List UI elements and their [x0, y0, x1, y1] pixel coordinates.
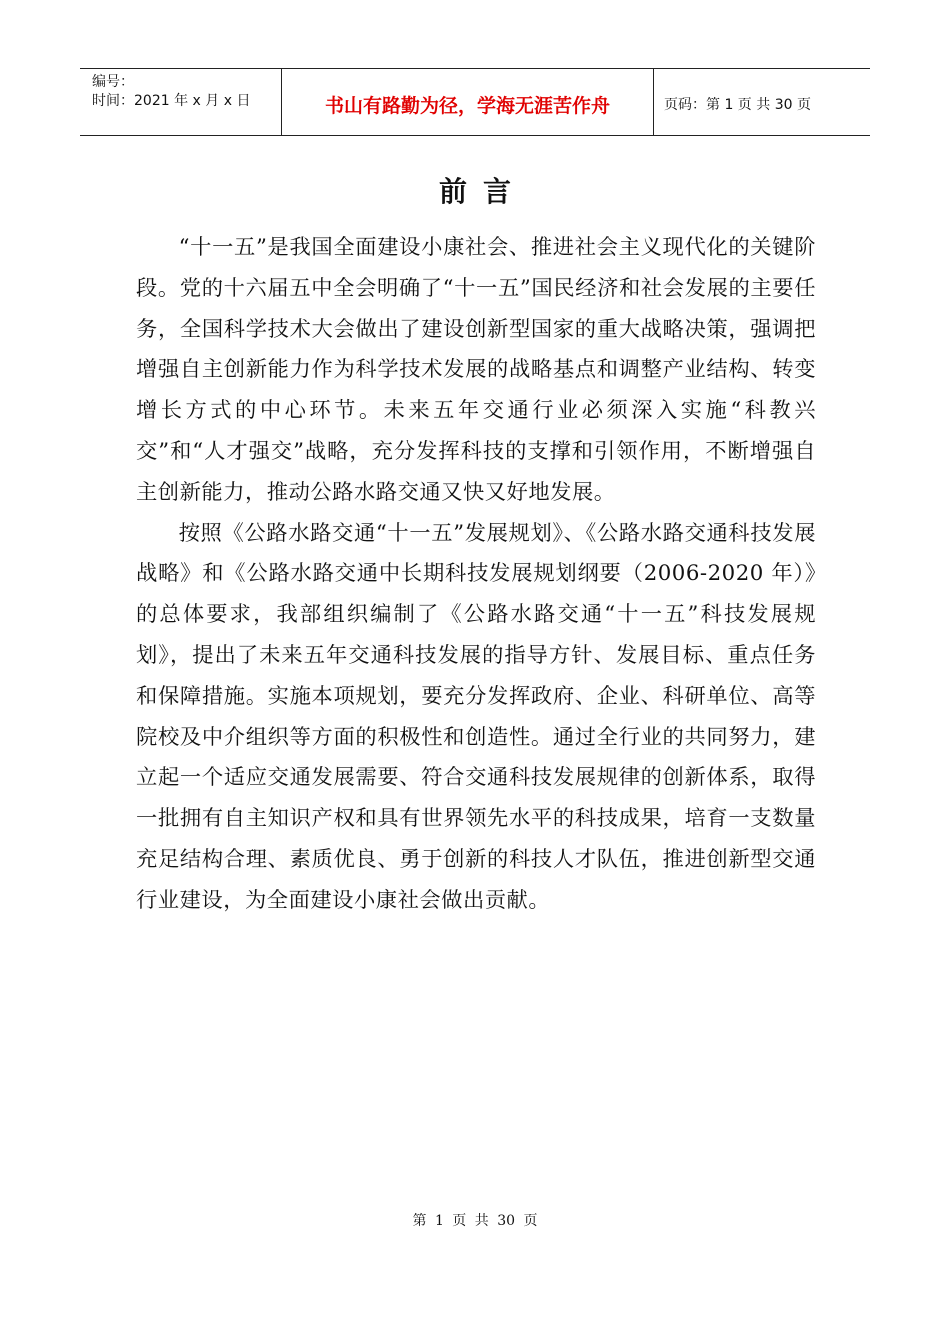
document-title: 前言: [438, 175, 527, 208]
header-page-info: 页码：第 1 页 共 30 页: [664, 97, 811, 113]
document-date: 时间：2021 年 x 月 x 日: [92, 93, 251, 109]
paragraph-1: “十一五”是我国全面建设小康社会、推进社会主义现代化的关键阶段。党的十六届五中全会明确了“十一五”国民经济和社会发展的主要任务，全国科学技术大会做出了建设创新型国家的重大战略决策，强调把增强自主创新能力作为科学技术发展的战略基点和调整产业结构、转变增长方式的中心环节。未来五年交通行业必须深入实施“科教兴交”和“人才强交”战略，充分发挥科技的支撑和引领作用，不断增强自主创新能力，推动公路水路交通又快又好地发展。: [136, 235, 816, 505]
header-motto: 书山有路勤为径，学海无涯苦作舟: [282, 69, 654, 135]
paragraph-2: 按照《公路水路交通“十一五”发展规划》、《公路水路交通科技发展战略》和《公路水路交通中长期科技发展规划纲要（2006-2020 年）》的总体要求，我部组织编制了《公路水路交通“十一五”科技发展规划》，提出了未来五年交通科技发展的指导方针、发展目标、重点任务和保障措施。实施本项规划，要充分发挥政府、企业、科研单位、高等院校及中介组织等方面的积极性和创造性。通过全行业的共同努力，建立起一个适应交通发展需要、符合交通科技发展规律的创新体系，取得一批拥有自主知识产权和具有世界领先水平的科技成果，培育一支数量充足结构合理、素质优良、勇于创新的科技人才队伍，推进创新型交通行业建设，为全面建设小康社会做出贡献。: [136, 520, 816, 913]
document-number-label: 编号：: [92, 74, 134, 90]
document-body: [136, 228, 816, 922]
page-footer: 第 1 页 共 30 页: [412, 1213, 538, 1229]
page-header: [80, 68, 870, 136]
header-meta: [80, 69, 282, 135]
